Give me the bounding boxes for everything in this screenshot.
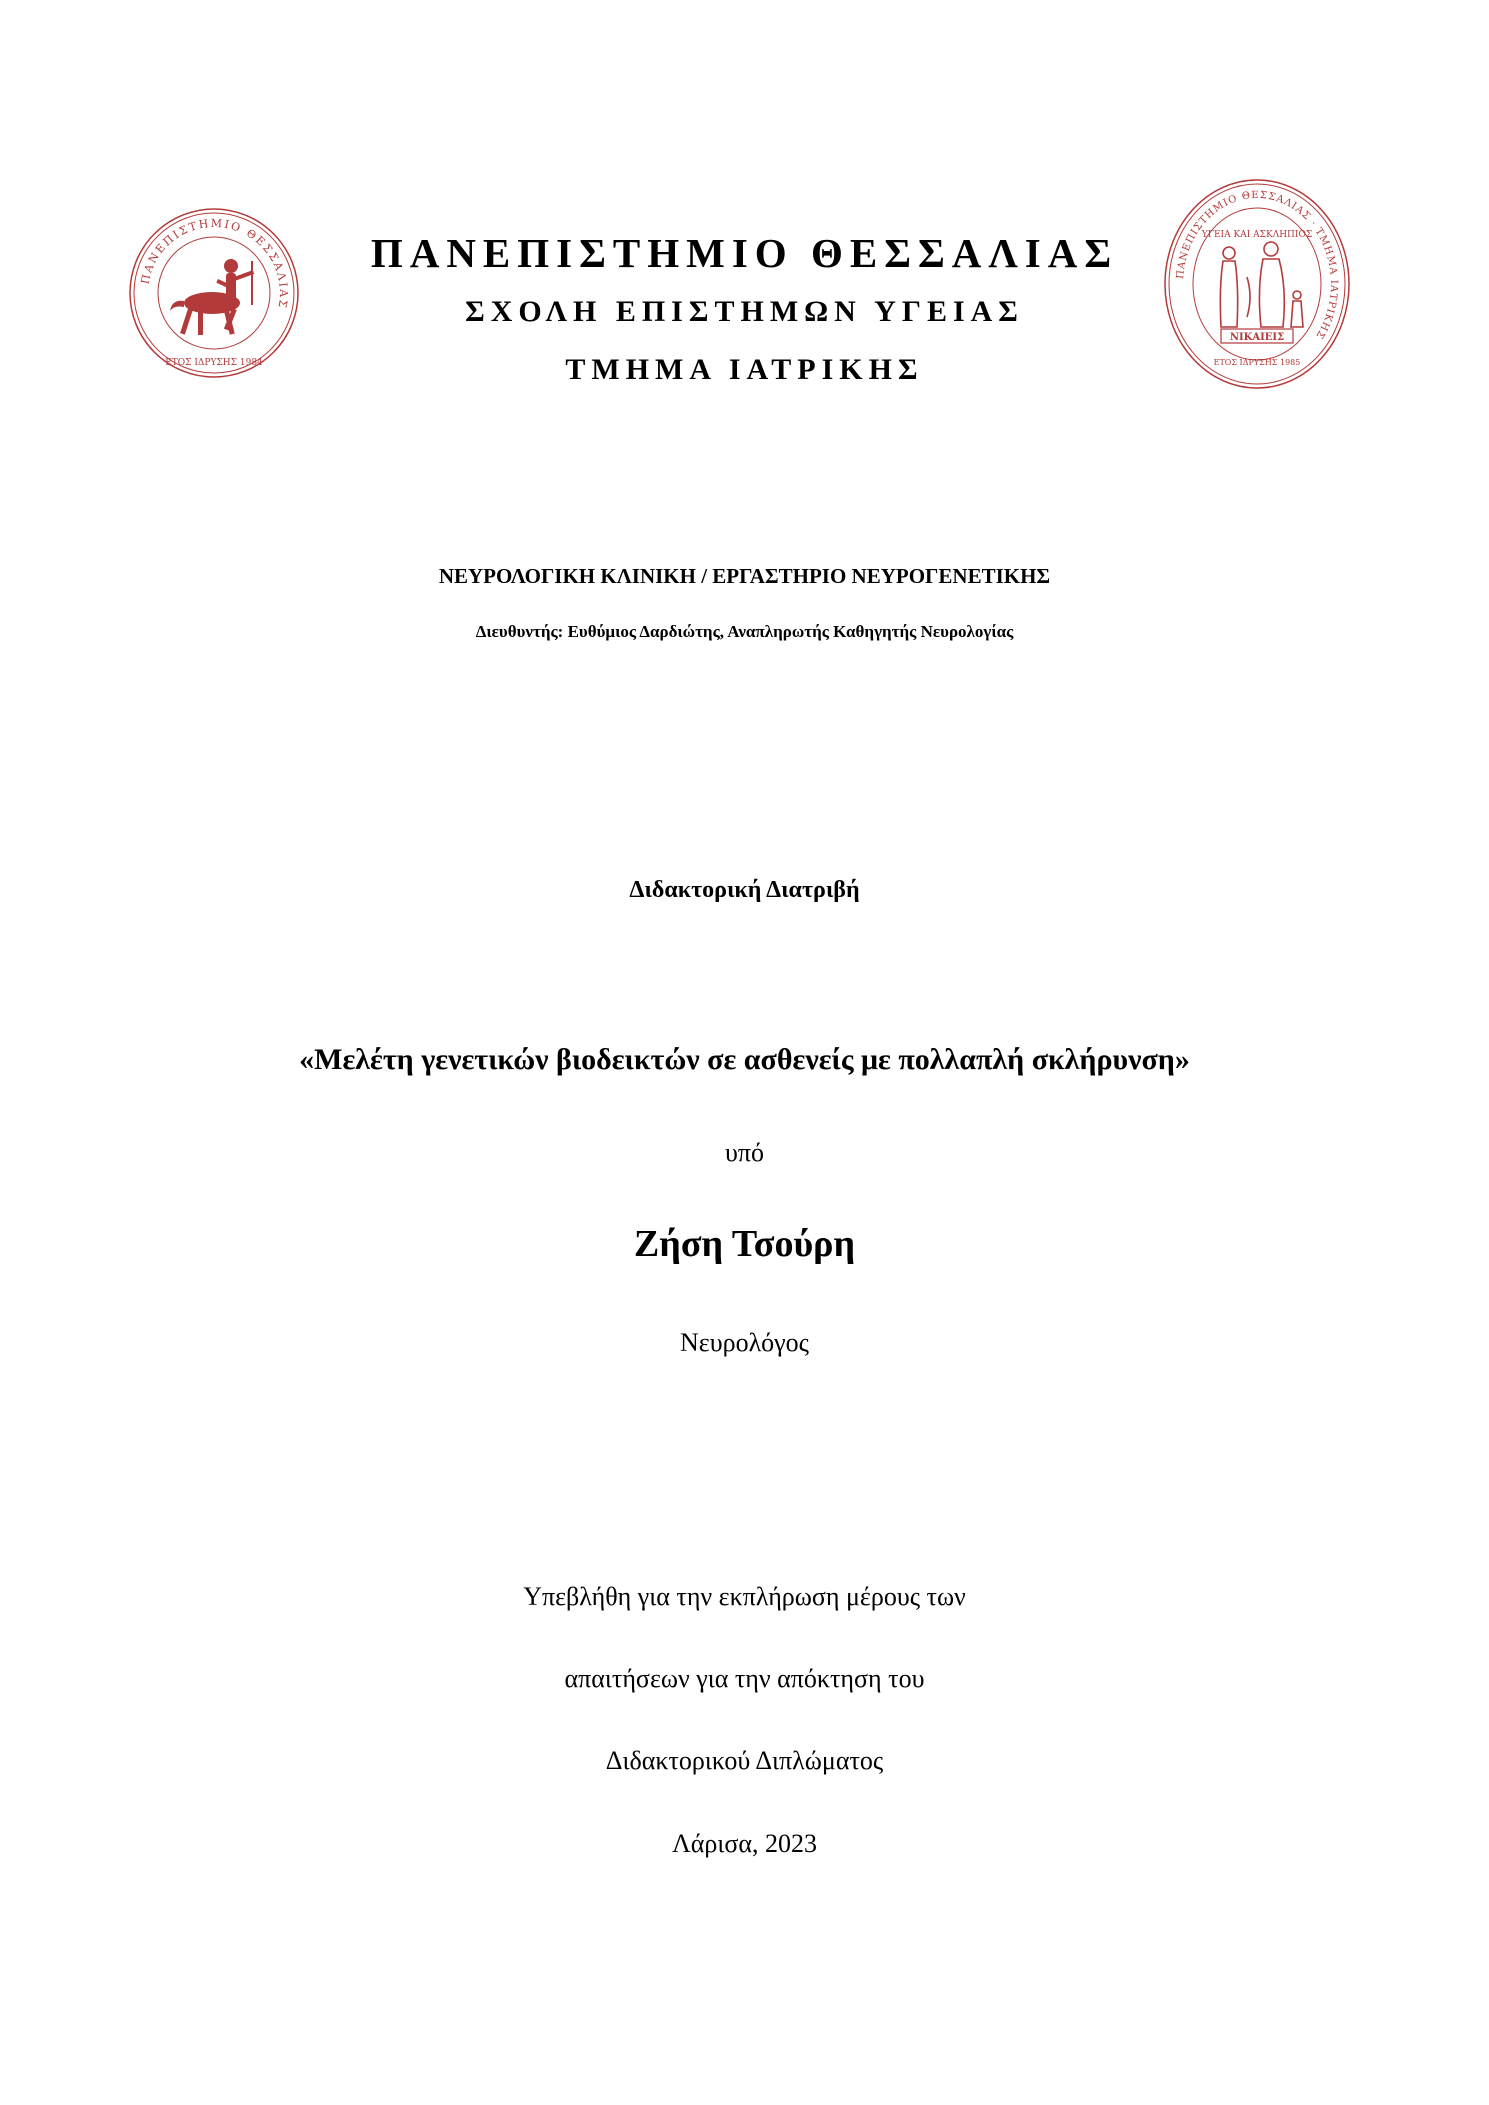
submission-line-2: απαιτήσεων για την απόκτηση του [564, 1664, 925, 1693]
by-label: υπό [725, 1138, 764, 1167]
right-seal-bottom-text: ΕΤΟΣ ΙΔΡΥΣΗΣ 1985 [1213, 358, 1301, 367]
school-name: ΣΧΟΛΗ ΕΠΙΣΤΗΜΩΝ ΥΓΕΙΑΣ [465, 295, 1024, 328]
document-type: Διδακτορική Διατριβή [629, 877, 860, 903]
thesis-title: «Μελέτη γενετικών βιοδεικτών σε ασθενείς με πολλαπλή σκλήρυνση» [299, 1043, 1190, 1076]
right-seal-banner-text: ΝΙΚΑΙΕΙΣ [1229, 332, 1285, 343]
clinic-director: Διευθυντής: Ευθύμιος Δαρδιώτης, Αναπληρωτής Καθηγητής Νευρολογίας [475, 622, 1014, 641]
submission-line-3: Διδακτορικού Διπλώματος [605, 1746, 884, 1775]
department-name: ΤΜΗΜΑ ΙΑΤΡΙΚΗΣ [565, 353, 924, 386]
clinic-name: ΝΕΥΡΟΛΟΓΙΚΗ ΚΛΙΝΙΚΗ / ΕΡΓΑΣΤΗΡΙΟ ΝΕΥΡΟΓΕΝΕΤΙΚΗΣ [438, 564, 1051, 588]
right-seal-inner-text: ΥΓΕΙΑ ΚΑΙ ΑΣΚΛΗΠΙΟΣ [1201, 230, 1313, 240]
right-seal-ring-text: ΠΑΝΕΠΙΣΤΗΜΙΟ ΘΕΣΣΑΛΙΑΣ · ΤΜΗΜΑ ΙΑΤΡΙΚΗΣ [1175, 189, 1340, 341]
place-and-date: Λάρισα, 2023 [671, 1829, 818, 1858]
submission-line-1: Υπεβλήθη για την εκπλήρωση μέρους των [523, 1582, 966, 1611]
author-role: Νευρολόγος [680, 1328, 809, 1357]
author-name: Ζήση Τσούρη [633, 1223, 856, 1265]
university-name: ΠΑΝΕΠΙΣΤΗΜΙΟ ΘΕΣΣΑΛΙΑΣ [370, 230, 1119, 276]
left-seal-ring-text: ΠΑΝΕΠΙΣΤΗΜΙΟ ΘΕΣΣΑΛΙΑΣ [138, 216, 291, 311]
left-seal-bottom-text: ΕΤΟΣ ΙΔΡΥΣΗΣ 1984 [165, 358, 263, 368]
